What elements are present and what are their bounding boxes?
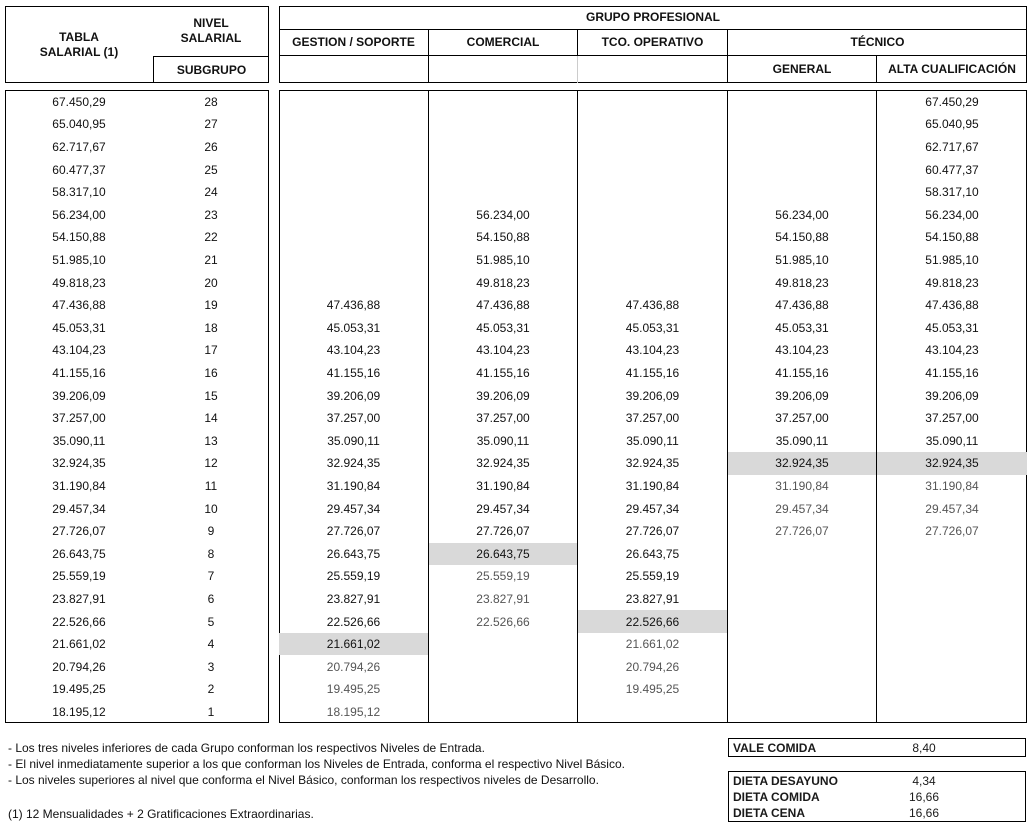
header-gestion-blank xyxy=(279,56,429,83)
table-cell-gestion: 35.090,11 xyxy=(327,433,380,448)
table-cell-nivel: 4 xyxy=(207,637,215,652)
table-cell-comercial: 32.924,35 xyxy=(476,456,530,471)
table-cell-tco: 29.457,34 xyxy=(625,501,680,516)
table-cell-alta: 29.457,34 xyxy=(925,501,979,516)
table-cell-tabla: 47.436,88 xyxy=(52,298,106,313)
table-cell-general: 54.150,88 xyxy=(775,230,829,245)
table-cell-nivel: 21 xyxy=(204,252,218,267)
table-cell-comercial: 54.150,88 xyxy=(476,230,530,245)
table-cell-nivel: 8 xyxy=(207,546,215,561)
table-cell-tco: 35.090,11 xyxy=(626,433,679,448)
table-cell-comercial: 26.643,75 xyxy=(429,543,577,566)
table-cell-general: 56.234,00 xyxy=(775,207,829,222)
table-cell-tabla: 29.457,34 xyxy=(52,501,106,516)
dieta-desayuno-value: 4,34 xyxy=(912,774,936,788)
table-cell-comercial: 22.526,66 xyxy=(476,614,530,629)
table-cell-tco: 23.827,91 xyxy=(625,591,680,606)
table-cell-tabla: 51.985,10 xyxy=(52,252,106,267)
table-cell-general: 45.053,31 xyxy=(775,320,829,335)
table-cell-comercial: 49.818,23 xyxy=(476,275,530,290)
table-cell-nivel: 19 xyxy=(204,298,218,313)
table-cell-general: 43.104,23 xyxy=(775,343,829,358)
header-gestion-soporte: GESTION / SOPORTE xyxy=(279,30,429,56)
table-cell-general: 27.726,07 xyxy=(775,524,829,539)
table-cell-comercial: 39.206,09 xyxy=(476,388,530,403)
table-cell-general: 47.436,88 xyxy=(775,298,829,313)
table-cell-nivel: 5 xyxy=(207,614,215,629)
column-tco-operativo xyxy=(578,90,728,723)
header-tco-operativo: TCO. OPERATIVO xyxy=(578,30,728,56)
table-cell-nivel: 25 xyxy=(204,162,218,177)
table-cell-tabla: 43.104,23 xyxy=(52,343,106,358)
table-cell-tabla: 41.155,16 xyxy=(52,365,106,380)
table-cell-general: 37.257,00 xyxy=(775,411,829,426)
header-nivel-salarial: NIVEL SALARIAL xyxy=(180,16,242,45)
table-cell-tco: 21.661,02 xyxy=(625,637,680,652)
column-tecnico-general xyxy=(728,90,877,723)
table-cell-tabla: 21.661,02 xyxy=(52,637,106,652)
table-cell-alta: 43.104,23 xyxy=(925,343,979,358)
table-cell-tco: 25.559,19 xyxy=(625,569,680,584)
table-cell-general: 49.818,23 xyxy=(775,275,829,290)
table-cell-alta: 49.818,23 xyxy=(925,275,979,290)
table-cell-gestion: 27.726,07 xyxy=(326,524,381,539)
table-cell-gestion: 43.104,23 xyxy=(326,343,381,358)
table-cell-nivel: 14 xyxy=(204,411,218,426)
table-cell-nivel: 12 xyxy=(204,456,218,471)
header-grupo-profesional: GRUPO PROFESIONAL xyxy=(279,6,1027,30)
table-cell-comercial: 35.090,11 xyxy=(476,433,530,448)
table-cell-alta: 65.040,95 xyxy=(925,117,979,132)
table-cell-tco: 39.206,09 xyxy=(625,388,680,403)
table-cell-gestion: 19.495,25 xyxy=(326,682,381,697)
table-cell-gestion: 47.436,88 xyxy=(326,298,381,313)
table-cell-tabla: 62.717,67 xyxy=(52,139,106,154)
table-cell-general: 29.457,34 xyxy=(775,501,829,516)
table-cell-alta: 39.206,09 xyxy=(925,388,979,403)
table-cell-tabla: 23.827,91 xyxy=(52,591,106,606)
table-cell-alta: 27.726,07 xyxy=(925,524,979,539)
column-gestion-soporte xyxy=(279,90,429,723)
table-cell-alta: 54.150,88 xyxy=(925,230,979,245)
table-cell-nivel: 27 xyxy=(204,117,218,132)
table-cell-tabla: 22.526,66 xyxy=(52,614,106,629)
table-cell-tco: 32.924,35 xyxy=(625,456,680,471)
dieta-cena-value: 16,66 xyxy=(908,806,940,820)
table-cell-nivel: 26 xyxy=(204,139,218,154)
table-cell-tabla: 35.090,11 xyxy=(52,433,106,448)
table-cell-nivel: 28 xyxy=(204,94,218,109)
table-cell-gestion: 29.457,34 xyxy=(326,501,381,516)
header-general: GENERAL xyxy=(728,56,877,83)
table-cell-tco: 22.526,66 xyxy=(578,610,727,633)
table-cell-nivel: 10 xyxy=(204,501,218,516)
table-cell-tabla: 65.040,95 xyxy=(52,117,106,132)
table-cell-nivel: 3 xyxy=(207,659,215,674)
table-cell-general: 51.985,10 xyxy=(775,252,829,267)
table-cell-tco: 37.257,00 xyxy=(625,411,680,426)
table-cell-nivel: 24 xyxy=(204,185,218,200)
header-comercial-blank xyxy=(429,56,578,83)
table-cell-nivel: 20 xyxy=(204,275,218,290)
table-cell-nivel: 22 xyxy=(204,230,218,245)
table-cell-tabla: 26.643,75 xyxy=(52,546,106,561)
header-tco-blank xyxy=(578,56,728,83)
table-cell-tabla: 67.450,29 xyxy=(52,94,106,109)
table-cell-comercial: 41.155,16 xyxy=(476,365,530,380)
table-cell-tabla: 58.317,10 xyxy=(52,185,106,200)
header-tecnico: TÉCNICO xyxy=(728,30,1027,56)
table-cell-tabla: 32.924,35 xyxy=(52,456,106,471)
table-cell-tco: 27.726,07 xyxy=(625,524,680,539)
table-cell-tabla: 31.190,84 xyxy=(52,478,106,493)
table-cell-nivel: 11 xyxy=(204,478,218,493)
table-cell-nivel: 6 xyxy=(207,591,215,606)
table-cell-tabla: 27.726,07 xyxy=(52,524,106,539)
note-niveles-entrada: - Los tres niveles inferiores de cada Grupo conforman los respectivos Niveles de Entrada. xyxy=(8,741,485,755)
table-cell-alta: 62.717,67 xyxy=(925,139,979,154)
table-cell-tabla: 56.234,00 xyxy=(52,207,106,222)
table-cell-gestion: 37.257,00 xyxy=(326,411,381,426)
note-niveles-desarrollo: - Los niveles superiores al nivel que conforma el Nivel Básico, conforman los respectivos niveles de Desarrollo. xyxy=(8,773,599,787)
table-cell-alta: 58.317,10 xyxy=(925,185,979,200)
table-cell-gestion: 32.924,35 xyxy=(326,456,381,471)
table-cell-nivel: 13 xyxy=(204,433,218,448)
table-cell-tabla: 19.495,25 xyxy=(52,682,106,697)
table-cell-comercial: 45.053,31 xyxy=(476,320,530,335)
table-cell-tabla: 39.206,09 xyxy=(52,388,106,403)
table-cell-nivel: 16 xyxy=(204,365,218,380)
table-cell-comercial: 37.257,00 xyxy=(476,411,530,426)
table-cell-tco: 31.190,84 xyxy=(625,478,680,493)
vale-comida-label: VALE COMIDA xyxy=(733,741,817,755)
table-cell-gestion: 31.190,84 xyxy=(326,478,381,493)
table-cell-alta: 67.450,29 xyxy=(925,94,979,109)
table-cell-tco: 19.495,25 xyxy=(625,682,680,697)
table-cell-tabla: 18.195,12 xyxy=(52,704,106,719)
table-cell-alta: 35.090,11 xyxy=(925,433,979,448)
table-cell-gestion: 39.206,09 xyxy=(326,388,381,403)
table-cell-alta: 31.190,84 xyxy=(925,478,979,493)
header-tabla-salarial: TABLA SALARIAL (1) xyxy=(39,29,119,59)
table-cell-gestion: 21.661,02 xyxy=(279,633,428,656)
table-cell-nivel: 7 xyxy=(207,569,215,584)
table-cell-tabla: 54.150,88 xyxy=(52,230,106,245)
header-comercial: COMERCIAL xyxy=(429,30,578,56)
table-cell-nivel: 9 xyxy=(207,524,215,539)
table-cell-tco: 41.155,16 xyxy=(625,365,680,380)
column-comercial xyxy=(429,90,578,723)
table-cell-general: 35.090,11 xyxy=(775,433,829,448)
table-cell-tco: 26.643,75 xyxy=(625,546,680,561)
vale-comida-box xyxy=(728,738,1026,757)
vale-comida-value: 8,40 xyxy=(912,741,936,755)
table-cell-gestion: 22.526,66 xyxy=(326,614,381,629)
table-cell-gestion: 26.643,75 xyxy=(326,546,381,561)
table-cell-comercial: 47.436,88 xyxy=(476,298,530,313)
table-cell-tabla: 45.053,31 xyxy=(52,320,106,335)
table-cell-gestion: 25.559,19 xyxy=(326,569,381,584)
table-cell-alta: 41.155,16 xyxy=(925,365,979,380)
dietas-box xyxy=(728,771,1026,822)
table-cell-tabla: 20.794,26 xyxy=(52,659,106,674)
table-cell-alta: 60.477,37 xyxy=(925,162,979,177)
table-cell-comercial: 29.457,34 xyxy=(476,501,530,516)
table-cell-alta: 47.436,88 xyxy=(925,298,979,313)
column-alta-cualificacion xyxy=(877,90,1027,723)
column-tabla-salarial xyxy=(5,90,153,723)
table-cell-tco: 20.794,26 xyxy=(625,659,680,674)
dieta-desayuno-label: DIETA DESAYUNO xyxy=(733,774,838,788)
table-cell-gestion: 20.794,26 xyxy=(326,659,381,674)
table-cell-tabla: 60.477,37 xyxy=(52,162,106,177)
table-cell-comercial: 31.190,84 xyxy=(476,478,530,493)
table-cell-tco: 45.053,31 xyxy=(625,320,680,335)
table-cell-alta: 32.924,35 xyxy=(877,452,1027,475)
table-cell-nivel: 17 xyxy=(204,343,218,358)
table-cell-tabla: 25.559,19 xyxy=(52,569,106,584)
table-cell-nivel: 2 xyxy=(207,682,215,697)
header-alta-cualificacion: ALTA CUALIFICACIÓN xyxy=(888,62,1016,76)
column-nivel-salarial xyxy=(153,90,269,723)
header-subgrupo: SUBGRUPO xyxy=(153,56,269,83)
footnote-mensualidades: (1) 12 Mensualidades + 2 Gratificaciones Extraordinarias. xyxy=(8,807,314,821)
table-cell-tco: 43.104,23 xyxy=(625,343,680,358)
table-cell-general: 32.924,35 xyxy=(728,452,876,475)
table-cell-nivel: 1 xyxy=(207,704,215,719)
table-cell-general: 39.206,09 xyxy=(775,388,829,403)
table-cell-general: 31.190,84 xyxy=(775,478,829,493)
table-cell-nivel: 23 xyxy=(204,207,218,222)
dieta-comida-value: 16,66 xyxy=(908,790,940,804)
table-cell-tco: 47.436,88 xyxy=(625,298,680,313)
table-cell-nivel: 18 xyxy=(204,320,218,335)
dieta-comida-label: DIETA COMIDA xyxy=(733,790,820,804)
dieta-cena-label: DIETA CENA xyxy=(733,806,805,820)
table-cell-general: 41.155,16 xyxy=(775,365,829,380)
table-cell-alta: 45.053,31 xyxy=(925,320,979,335)
table-cell-comercial: 25.559,19 xyxy=(476,569,530,584)
table-cell-gestion: 41.155,16 xyxy=(326,365,381,380)
table-cell-gestion: 23.827,91 xyxy=(326,591,381,606)
table-cell-alta: 51.985,10 xyxy=(925,252,979,267)
table-cell-comercial: 27.726,07 xyxy=(476,524,530,539)
note-nivel-basico: - El nivel inmediatamente superior a los que conforman los Niveles de Entrada, conforma el respectivo Nivel Básico. xyxy=(8,757,625,771)
table-cell-gestion: 18.195,12 xyxy=(326,704,381,719)
table-cell-comercial: 43.104,23 xyxy=(476,343,530,358)
table-cell-comercial: 56.234,00 xyxy=(476,207,530,222)
table-cell-comercial: 23.827,91 xyxy=(476,591,530,606)
table-cell-tabla: 49.818,23 xyxy=(52,275,106,290)
table-cell-nivel: 15 xyxy=(204,388,218,403)
table-cell-gestion: 45.053,31 xyxy=(326,320,381,335)
table-cell-alta: 37.257,00 xyxy=(925,411,979,426)
table-cell-alta: 56.234,00 xyxy=(925,207,979,222)
table-cell-tabla: 37.257,00 xyxy=(52,411,106,426)
table-cell-comercial: 51.985,10 xyxy=(476,252,530,267)
